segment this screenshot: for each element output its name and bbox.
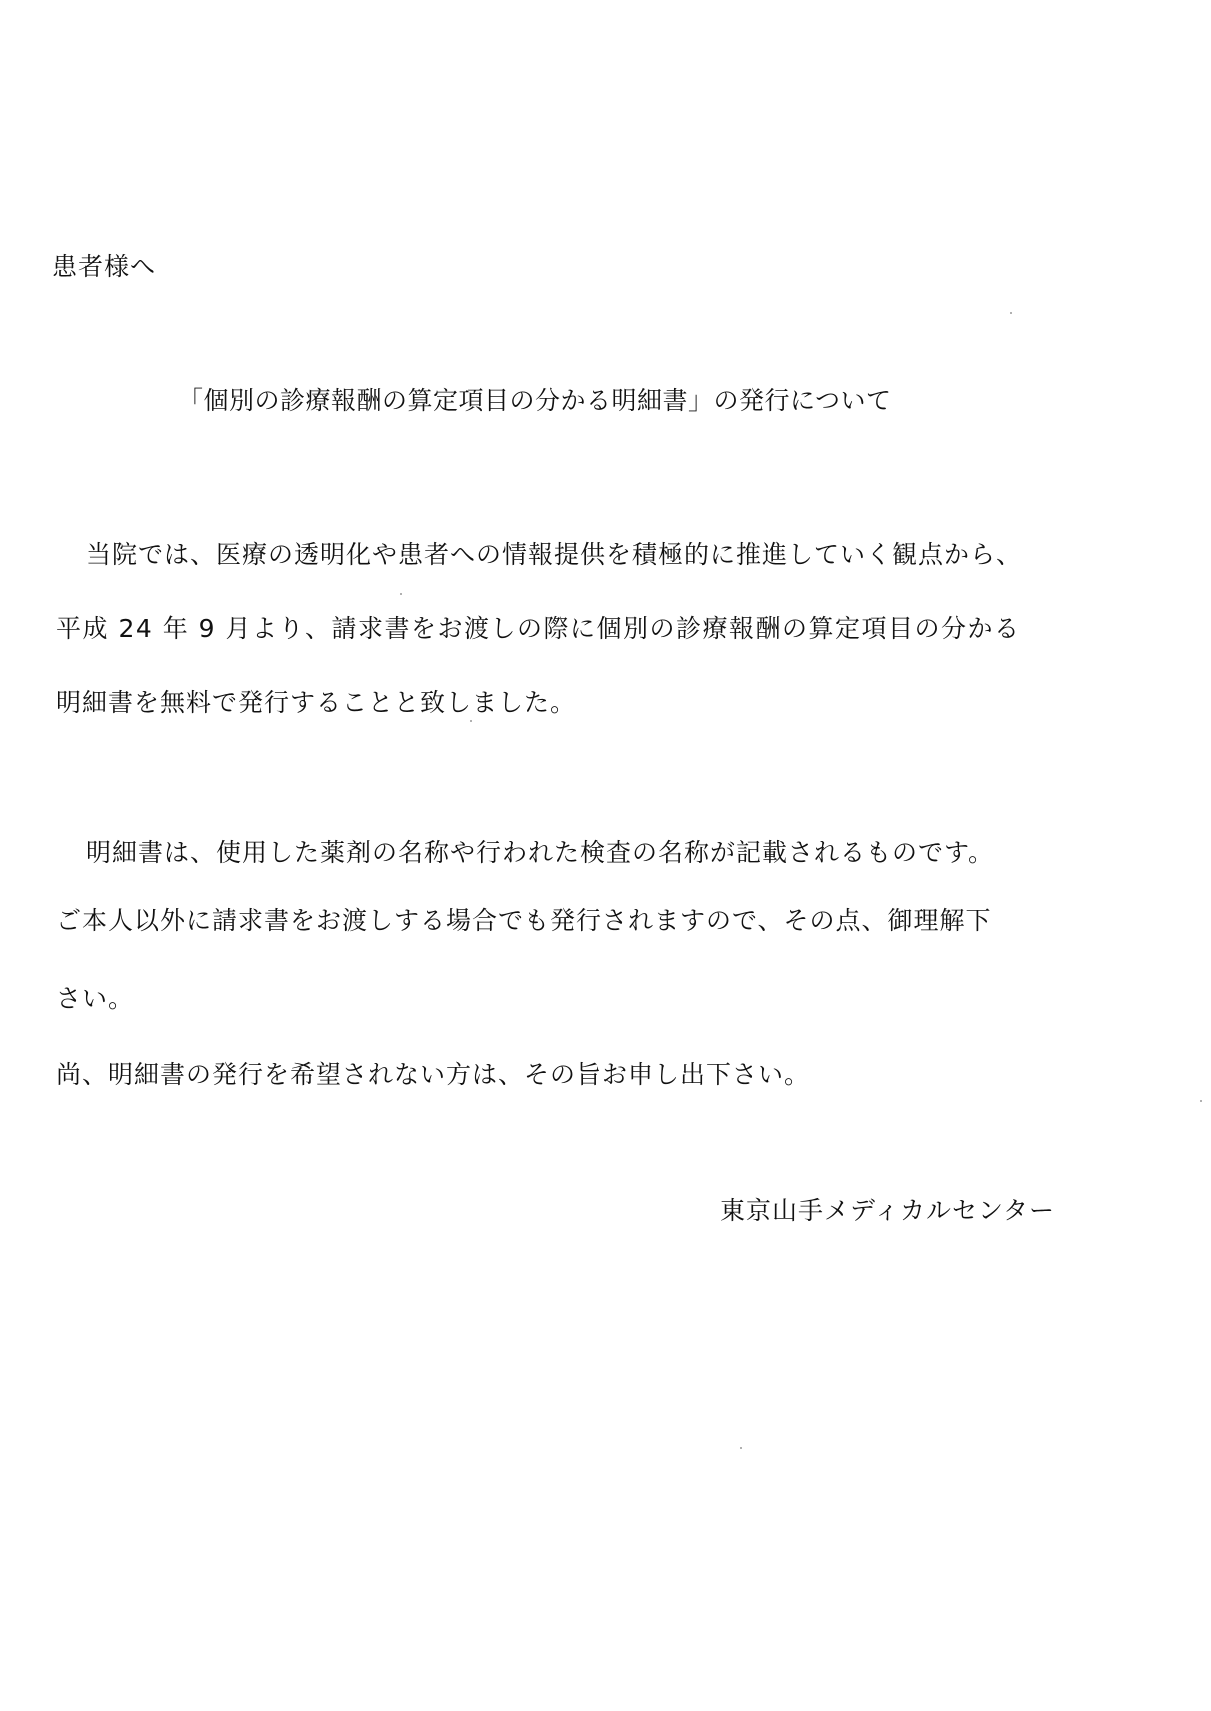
document-title: 「個別の診療報酬の算定項目の分かる明細書」の発行について: [178, 386, 892, 415]
scan-speck: [400, 593, 402, 595]
paragraph-1-line-3: 明細書を無料で発行することと致しました。: [56, 688, 577, 717]
scan-speck: [740, 1447, 742, 1449]
paragraph-3-line-1: 尚、明細書の発行を希望されない方は、その旨お申し出下さい。: [56, 1060, 811, 1089]
paragraph-2-line-2: ご本人以外に請求書をお渡しする場合でも発行されますので、その点、御理解下: [56, 906, 992, 935]
salutation: 患者様へ: [52, 252, 157, 281]
sender-name: 東京山手メディカルセンター: [720, 1196, 1056, 1225]
scan-speck: [1200, 1100, 1202, 1102]
scan-speck: [470, 720, 472, 722]
scan-speck: [1010, 312, 1012, 314]
paragraph-1-line-2: 平成 24 年 9 月より、請求書をお渡しの際に個別の診療報酬の算定項目の分かる: [56, 614, 1021, 643]
paragraph-2-line-3: さい。: [56, 984, 135, 1013]
paragraph-2-line-1: 明細書は、使用した薬剤の名称や行われた検査の名称が記載されるものです。: [86, 838, 995, 867]
paragraph-1-line-1: 当院では、医療の透明化や患者への情報提供を積極的に推進していく観点から、: [86, 540, 1023, 569]
